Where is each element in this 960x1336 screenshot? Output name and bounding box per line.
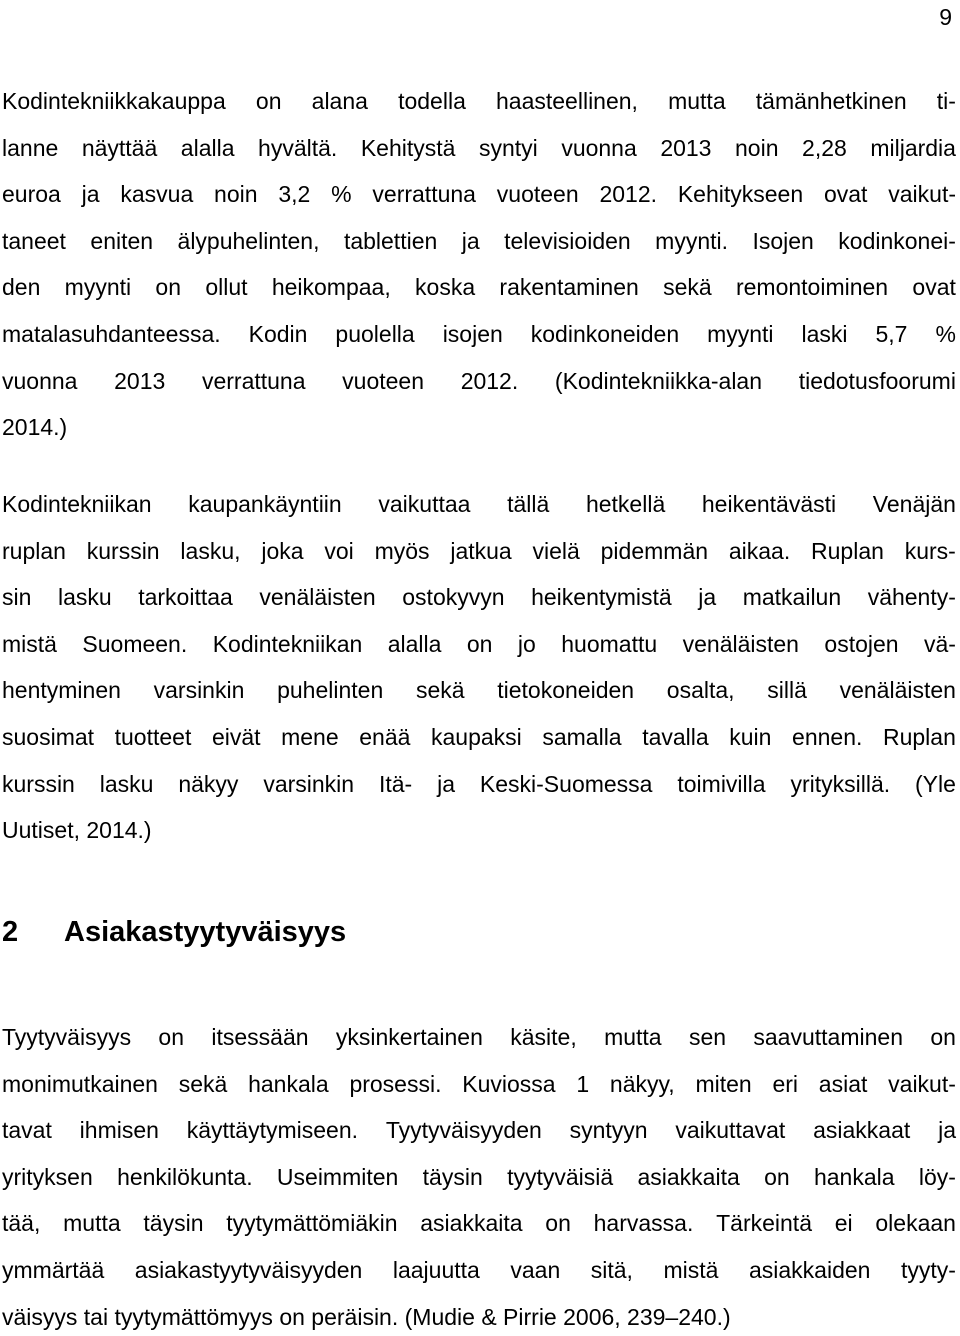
word: ti- <box>936 88 956 114</box>
word: mistä <box>2 630 57 657</box>
text-line <box>2 1302 731 1332</box>
word: varsinkin <box>263 770 355 797</box>
text-line <box>2 226 956 256</box>
word: tietokoneiden <box>497 677 635 704</box>
word: Kehitykseen <box>677 181 804 208</box>
word: on <box>545 1210 571 1237</box>
text-line <box>2 1115 956 1145</box>
word: kodinkonei- <box>838 227 956 254</box>
word: mutta <box>668 88 726 114</box>
word: % <box>331 181 352 208</box>
word: miten <box>695 1070 752 1097</box>
word: Kodintekniikan <box>212 630 363 657</box>
word: ennen. <box>792 724 863 750</box>
word: alalla <box>180 134 235 161</box>
word: vaikuttavat <box>675 1117 786 1144</box>
word: mene <box>281 724 339 750</box>
word: 2013 <box>114 367 166 394</box>
word: sekä <box>415 677 465 704</box>
word: tarkoittaa <box>138 584 233 611</box>
word: tiedotusfoorumi <box>798 367 956 394</box>
word: ja <box>81 181 100 208</box>
word: heikentävästi <box>701 491 837 517</box>
word: vuonna <box>2 367 78 394</box>
word: sin <box>2 584 32 611</box>
section-heading <box>2 912 346 952</box>
word: syntyyn <box>569 1117 648 1144</box>
word: ja <box>938 1117 956 1144</box>
word: tavat <box>2 1117 52 1144</box>
word: tyyty- <box>900 1257 956 1283</box>
word: asiakkaat <box>813 1117 911 1144</box>
word: täysin <box>422 1163 483 1190</box>
word: tää, <box>2 1210 41 1237</box>
word: Kuviossa <box>462 1070 556 1097</box>
word: pidemmän <box>600 537 709 564</box>
word: verrattuna <box>372 181 476 208</box>
text-line <box>2 722 956 752</box>
word: käsite, <box>510 1024 577 1050</box>
word: tällä <box>507 491 550 517</box>
word: samalla <box>542 724 622 750</box>
word: heikompaa, <box>271 274 391 301</box>
word: Itä- <box>378 770 413 797</box>
page-number: 9 <box>939 4 952 30</box>
word: 2012. <box>599 181 658 208</box>
word: henkilökunta. <box>117 1163 253 1190</box>
word: taneet <box>2 227 66 254</box>
line-text: 2014.) <box>2 414 68 441</box>
word: alana <box>311 88 368 114</box>
text-line <box>2 179 956 209</box>
word: hyvältä. <box>258 134 338 161</box>
section-title: Asiakastyytyväisyys <box>64 916 347 948</box>
text-line <box>2 1022 956 1052</box>
word: mutta <box>63 1210 121 1237</box>
word: Kodin <box>248 321 308 347</box>
word: koska <box>415 274 476 301</box>
word: Ruplan <box>811 537 884 564</box>
word: tämänhetkinen <box>755 88 907 114</box>
word: ja <box>461 227 480 254</box>
word: kurs- <box>904 537 956 564</box>
word: matkailun <box>742 584 842 611</box>
word: asiakkaita <box>637 1163 740 1190</box>
word: jo <box>517 630 536 657</box>
word: käyttäytymiseen. <box>186 1117 359 1144</box>
text-line <box>2 675 956 705</box>
word: eivät <box>211 724 261 750</box>
word: heikentymistä <box>531 584 672 611</box>
word: 2013 <box>660 134 712 161</box>
word: ovat <box>823 181 868 208</box>
word: haasteellinen, <box>496 88 638 114</box>
word: on <box>255 88 282 114</box>
word: verrattuna <box>201 367 306 394</box>
word: toimivilla <box>677 770 766 797</box>
word: asiakkaiden <box>748 1257 871 1283</box>
word: olekaan <box>875 1210 956 1237</box>
word: ja <box>698 584 717 611</box>
word: vaikut- <box>888 1070 956 1097</box>
line-text: Uutiset, 2014.) <box>2 817 152 844</box>
word: ollut <box>205 274 248 301</box>
word: isojen <box>442 321 503 347</box>
word: on <box>155 274 182 301</box>
word: Tyytyväisyyden <box>385 1117 542 1144</box>
word: Ruplan <box>882 724 956 750</box>
word: kodinkoneiden <box>530 321 680 347</box>
word: Tärkeintä <box>716 1210 812 1237</box>
word: yrityksen <box>2 1163 93 1190</box>
word: harvassa. <box>593 1210 694 1237</box>
text-line <box>2 1255 956 1285</box>
text-line <box>2 272 956 302</box>
word: miljardia <box>870 134 956 161</box>
section-number: 2 <box>2 916 19 948</box>
word: sekä <box>178 1070 228 1097</box>
word: joka <box>261 537 304 564</box>
word: 1 <box>576 1070 590 1097</box>
word: enää <box>359 724 411 750</box>
word: prosessi. <box>349 1070 442 1097</box>
word: 2,28 <box>802 134 847 161</box>
word: hankala <box>813 1163 895 1190</box>
word: on <box>158 1024 185 1050</box>
word: tyytyväisiä <box>507 1163 614 1190</box>
word: Useimmiten <box>276 1163 399 1190</box>
word: Kodintekniikan <box>2 491 152 517</box>
text-line <box>2 1208 956 1238</box>
word: hankala <box>248 1070 329 1097</box>
text-line <box>2 582 956 612</box>
word: on <box>764 1163 790 1190</box>
word: osalta, <box>666 677 735 704</box>
word: ja <box>437 770 456 797</box>
word: myynti <box>707 321 774 347</box>
word: 3,2 <box>278 181 311 208</box>
word: laajuutta <box>392 1257 480 1283</box>
word: vähenty- <box>867 584 956 611</box>
word: vaikuttaa <box>378 491 471 517</box>
word: jatkua <box>450 537 512 564</box>
word: mutta <box>604 1024 662 1050</box>
text-line <box>2 319 956 349</box>
word: ihmisen <box>79 1117 159 1144</box>
line-text: väisyys tai tyytymättömyys on peräisin. (Mudie & Pirrie 2006, 239–240.) <box>2 1303 731 1330</box>
word: venäläisten <box>259 584 376 611</box>
word: näkyy <box>178 770 239 797</box>
word: lasku <box>99 770 154 797</box>
word: mistä <box>663 1257 719 1283</box>
word: täysin <box>143 1210 204 1237</box>
word: vä- <box>924 630 956 657</box>
word: eri <box>772 1070 799 1097</box>
word: kuin <box>729 724 772 750</box>
word: alalla <box>387 630 442 657</box>
text-line <box>2 1069 956 1099</box>
text-line <box>2 489 956 519</box>
word: varsinkin <box>153 677 245 704</box>
word: matalasuhdanteessa. <box>2 321 221 347</box>
word: myynti. <box>655 227 728 254</box>
word: tavalla <box>642 724 709 750</box>
word: puhelinten <box>277 677 384 704</box>
word: Kodintekniikkakauppa <box>2 88 226 114</box>
word: ymmärtää <box>2 1257 105 1283</box>
word: löy- <box>918 1163 956 1190</box>
word: tuotteet <box>114 724 192 750</box>
word: den <box>2 274 41 301</box>
word: sen <box>688 1024 727 1050</box>
word: 5,7 <box>875 321 908 347</box>
word: venäläisten <box>682 630 799 657</box>
word: yrityksillä. <box>790 770 891 797</box>
word: hentyminen <box>2 677 121 704</box>
text-line <box>2 366 956 396</box>
word: todella <box>398 88 466 114</box>
text-line <box>2 86 956 116</box>
word: on <box>466 630 493 657</box>
word: sitä, <box>590 1257 633 1283</box>
word: Venäjän <box>872 491 956 517</box>
word: saavuttaminen <box>753 1024 903 1050</box>
word: lasku, <box>180 537 241 564</box>
word: noin <box>214 181 258 208</box>
text-line <box>2 815 152 845</box>
text-line <box>2 769 956 799</box>
word: ostojen <box>824 630 899 657</box>
word: älypuhelinten, <box>177 227 320 254</box>
word: asiat <box>818 1070 868 1097</box>
word: vielä <box>532 537 580 564</box>
text-line <box>2 629 956 659</box>
word: Tyytyväisyys <box>2 1024 132 1050</box>
word: vuonna <box>561 134 637 161</box>
word: vuoteen <box>496 181 579 208</box>
word: syntyi <box>478 134 538 161</box>
word: puolella <box>335 321 415 347</box>
word: ovat <box>912 274 956 301</box>
word: euroa <box>2 181 61 208</box>
word: Keski-Suomessa <box>479 770 653 797</box>
word: 2012. <box>460 367 519 394</box>
word: voi <box>324 537 354 564</box>
word: venäläisten <box>839 677 956 704</box>
word: Isojen <box>752 227 814 254</box>
word: kurssin <box>2 770 75 797</box>
word: sillä <box>767 677 807 704</box>
word: sekä <box>663 274 712 301</box>
word: kasvua <box>120 181 194 208</box>
word: Kehitystä <box>360 134 456 161</box>
word: laski <box>801 321 848 347</box>
word: kurssin <box>86 537 160 564</box>
word: Suomeen. <box>82 630 188 657</box>
word: aikaa. <box>728 537 791 564</box>
text-line <box>2 1162 956 1192</box>
word: vaan <box>510 1257 561 1283</box>
word: asiakkaita <box>420 1210 523 1237</box>
word: monimutkainen <box>2 1070 158 1097</box>
word: suosimat <box>2 724 95 750</box>
word: lanne <box>2 134 59 161</box>
word: (Kodintekniikka-alan <box>554 367 763 394</box>
word: huomattu <box>561 630 658 657</box>
word: remontoiminen <box>735 274 889 301</box>
word: noin <box>735 134 779 161</box>
word: näyttää <box>81 134 158 161</box>
word: tyytymättömiäkin <box>226 1210 398 1237</box>
text-line <box>2 536 956 566</box>
word: kaupaksi <box>430 724 522 750</box>
word: (Yle <box>915 770 956 797</box>
word: kaupankäyntiin <box>188 491 342 517</box>
word: ostokyvyn <box>402 584 505 611</box>
word: yksinkertainen <box>335 1024 483 1050</box>
word: lasku <box>57 584 112 611</box>
word: asiakastyytyväisyyden <box>134 1257 363 1283</box>
text-line <box>2 412 67 442</box>
word: ei <box>834 1210 853 1237</box>
word: ruplan <box>2 537 66 564</box>
word: vuoteen <box>342 367 425 394</box>
word: televisioiden <box>504 227 631 254</box>
text-line <box>2 133 956 163</box>
word: myös <box>374 537 430 564</box>
word: tablettien <box>343 227 438 254</box>
word: vaikut- <box>888 181 956 208</box>
word: hetkellä <box>585 491 666 517</box>
word: % <box>935 321 956 347</box>
word: on <box>930 1024 956 1050</box>
word: rakentaminen <box>499 274 639 301</box>
word: itsessään <box>211 1024 309 1050</box>
word: näkyy, <box>609 1070 675 1097</box>
word: myynti <box>64 274 132 301</box>
word: eniten <box>90 227 154 254</box>
